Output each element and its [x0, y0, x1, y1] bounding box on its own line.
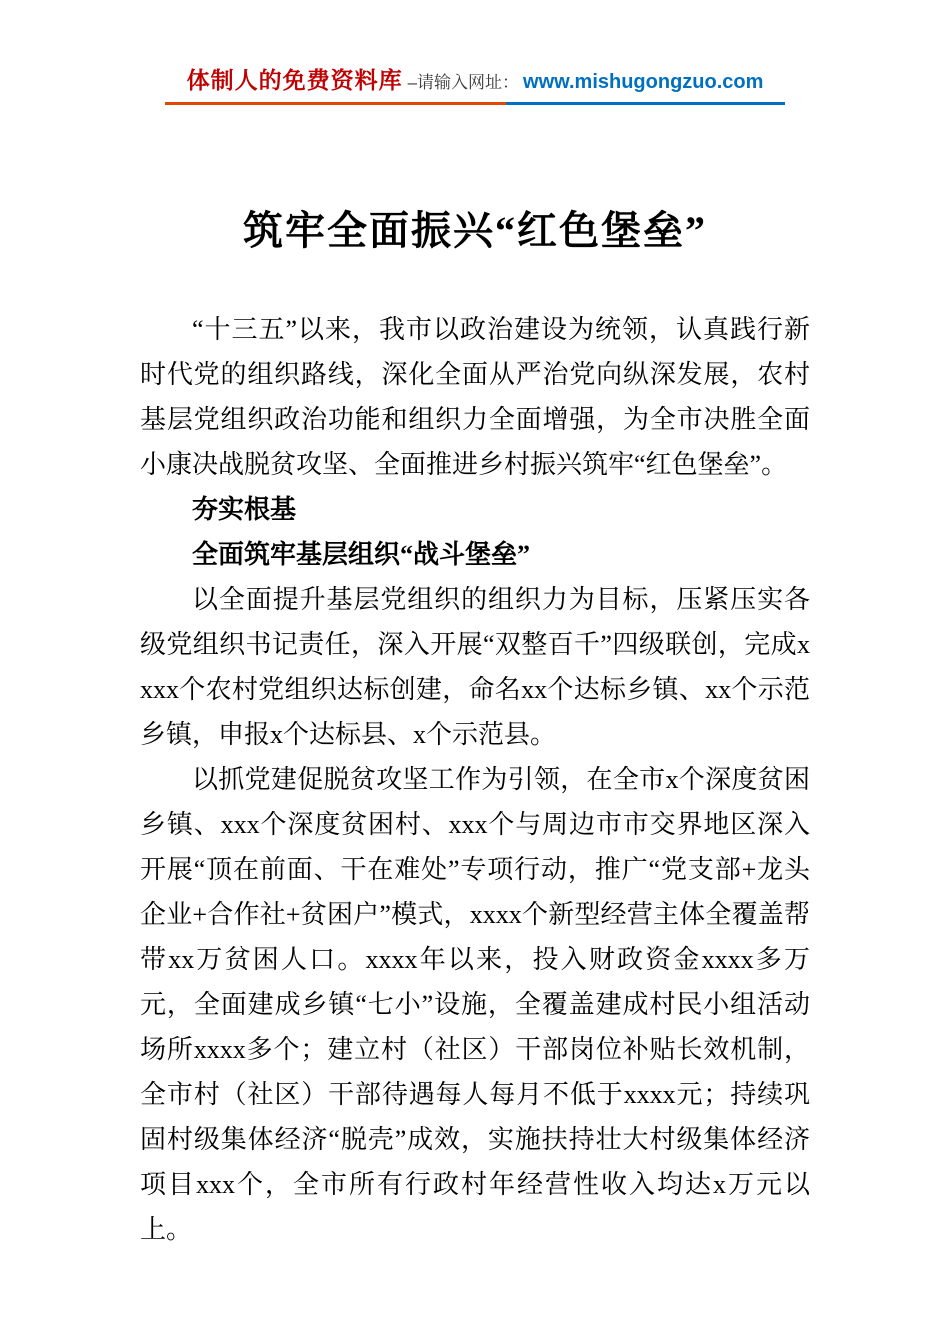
- document-body: [140, 307, 810, 1252]
- site-header: [140, 62, 810, 95]
- section-heading: 全面筑牢基层组织“战斗堡垒”: [192, 540, 531, 569]
- header-divider: [165, 102, 785, 105]
- document-title: 筑牢全面振兴“红色堡垒”: [243, 208, 707, 253]
- url-hint-label: –请输入网址：: [407, 73, 520, 92]
- section-heading: 夯实根基: [192, 495, 297, 524]
- header-divider-right-segment: [506, 102, 785, 105]
- paragraph: 以抓党建促脱贫攻坚工作为引领，在全市x个深度贫困乡镇、xxx个深度贫困村、xxx个与周边市市交界地区深入开展“顶在前面、干在难处”专项行动，推广“党支部+龙头企业+合作社+贫困户”模式，xxxx个新型经营主体全覆盖帮带xx万贫困人口。xxxx年以来，投入财政资金xxxx多万元，全面建成乡镇“七小”设施，全覆盖建成村民小组活动场所xxxx多个；建立村（社区）干部岗位补贴长效机制，全市村（社区）干部待遇每人每月不低于xxxx元；持续巩固村级集体经济“脱壳”成效，实施扶持壮大村级集体经济项目xxx个，全市所有行政村年经营性收入均达x万元以上。: [140, 765, 810, 1244]
- site-brand: 体制人的免费资料库: [186, 67, 403, 93]
- paragraph: “十三五”以来，我市以政治建设为统领，认真践行新时代党的组织路线，深化全面从严治党向纵深发展，农村基层党组织政治功能和组织力全面增强，为全市决胜全面小康决战脱贫攻坚、全面推进乡村振兴筑牢“红色堡垒”。: [140, 315, 810, 479]
- paragraph: 以全面提升基层党组织的组织力为目标，压紧压实各级党组织书记责任，深入开展“双整百千”四级联创，完成xxxx个农村党组织达标创建，命名xx个达标乡镇、xx个示范乡镇，申报x个达标县、x个示范县。: [140, 585, 810, 749]
- header-divider-left-segment: [165, 102, 506, 105]
- site-url-link[interactable]: www.mishugongzuo.com: [523, 71, 764, 93]
